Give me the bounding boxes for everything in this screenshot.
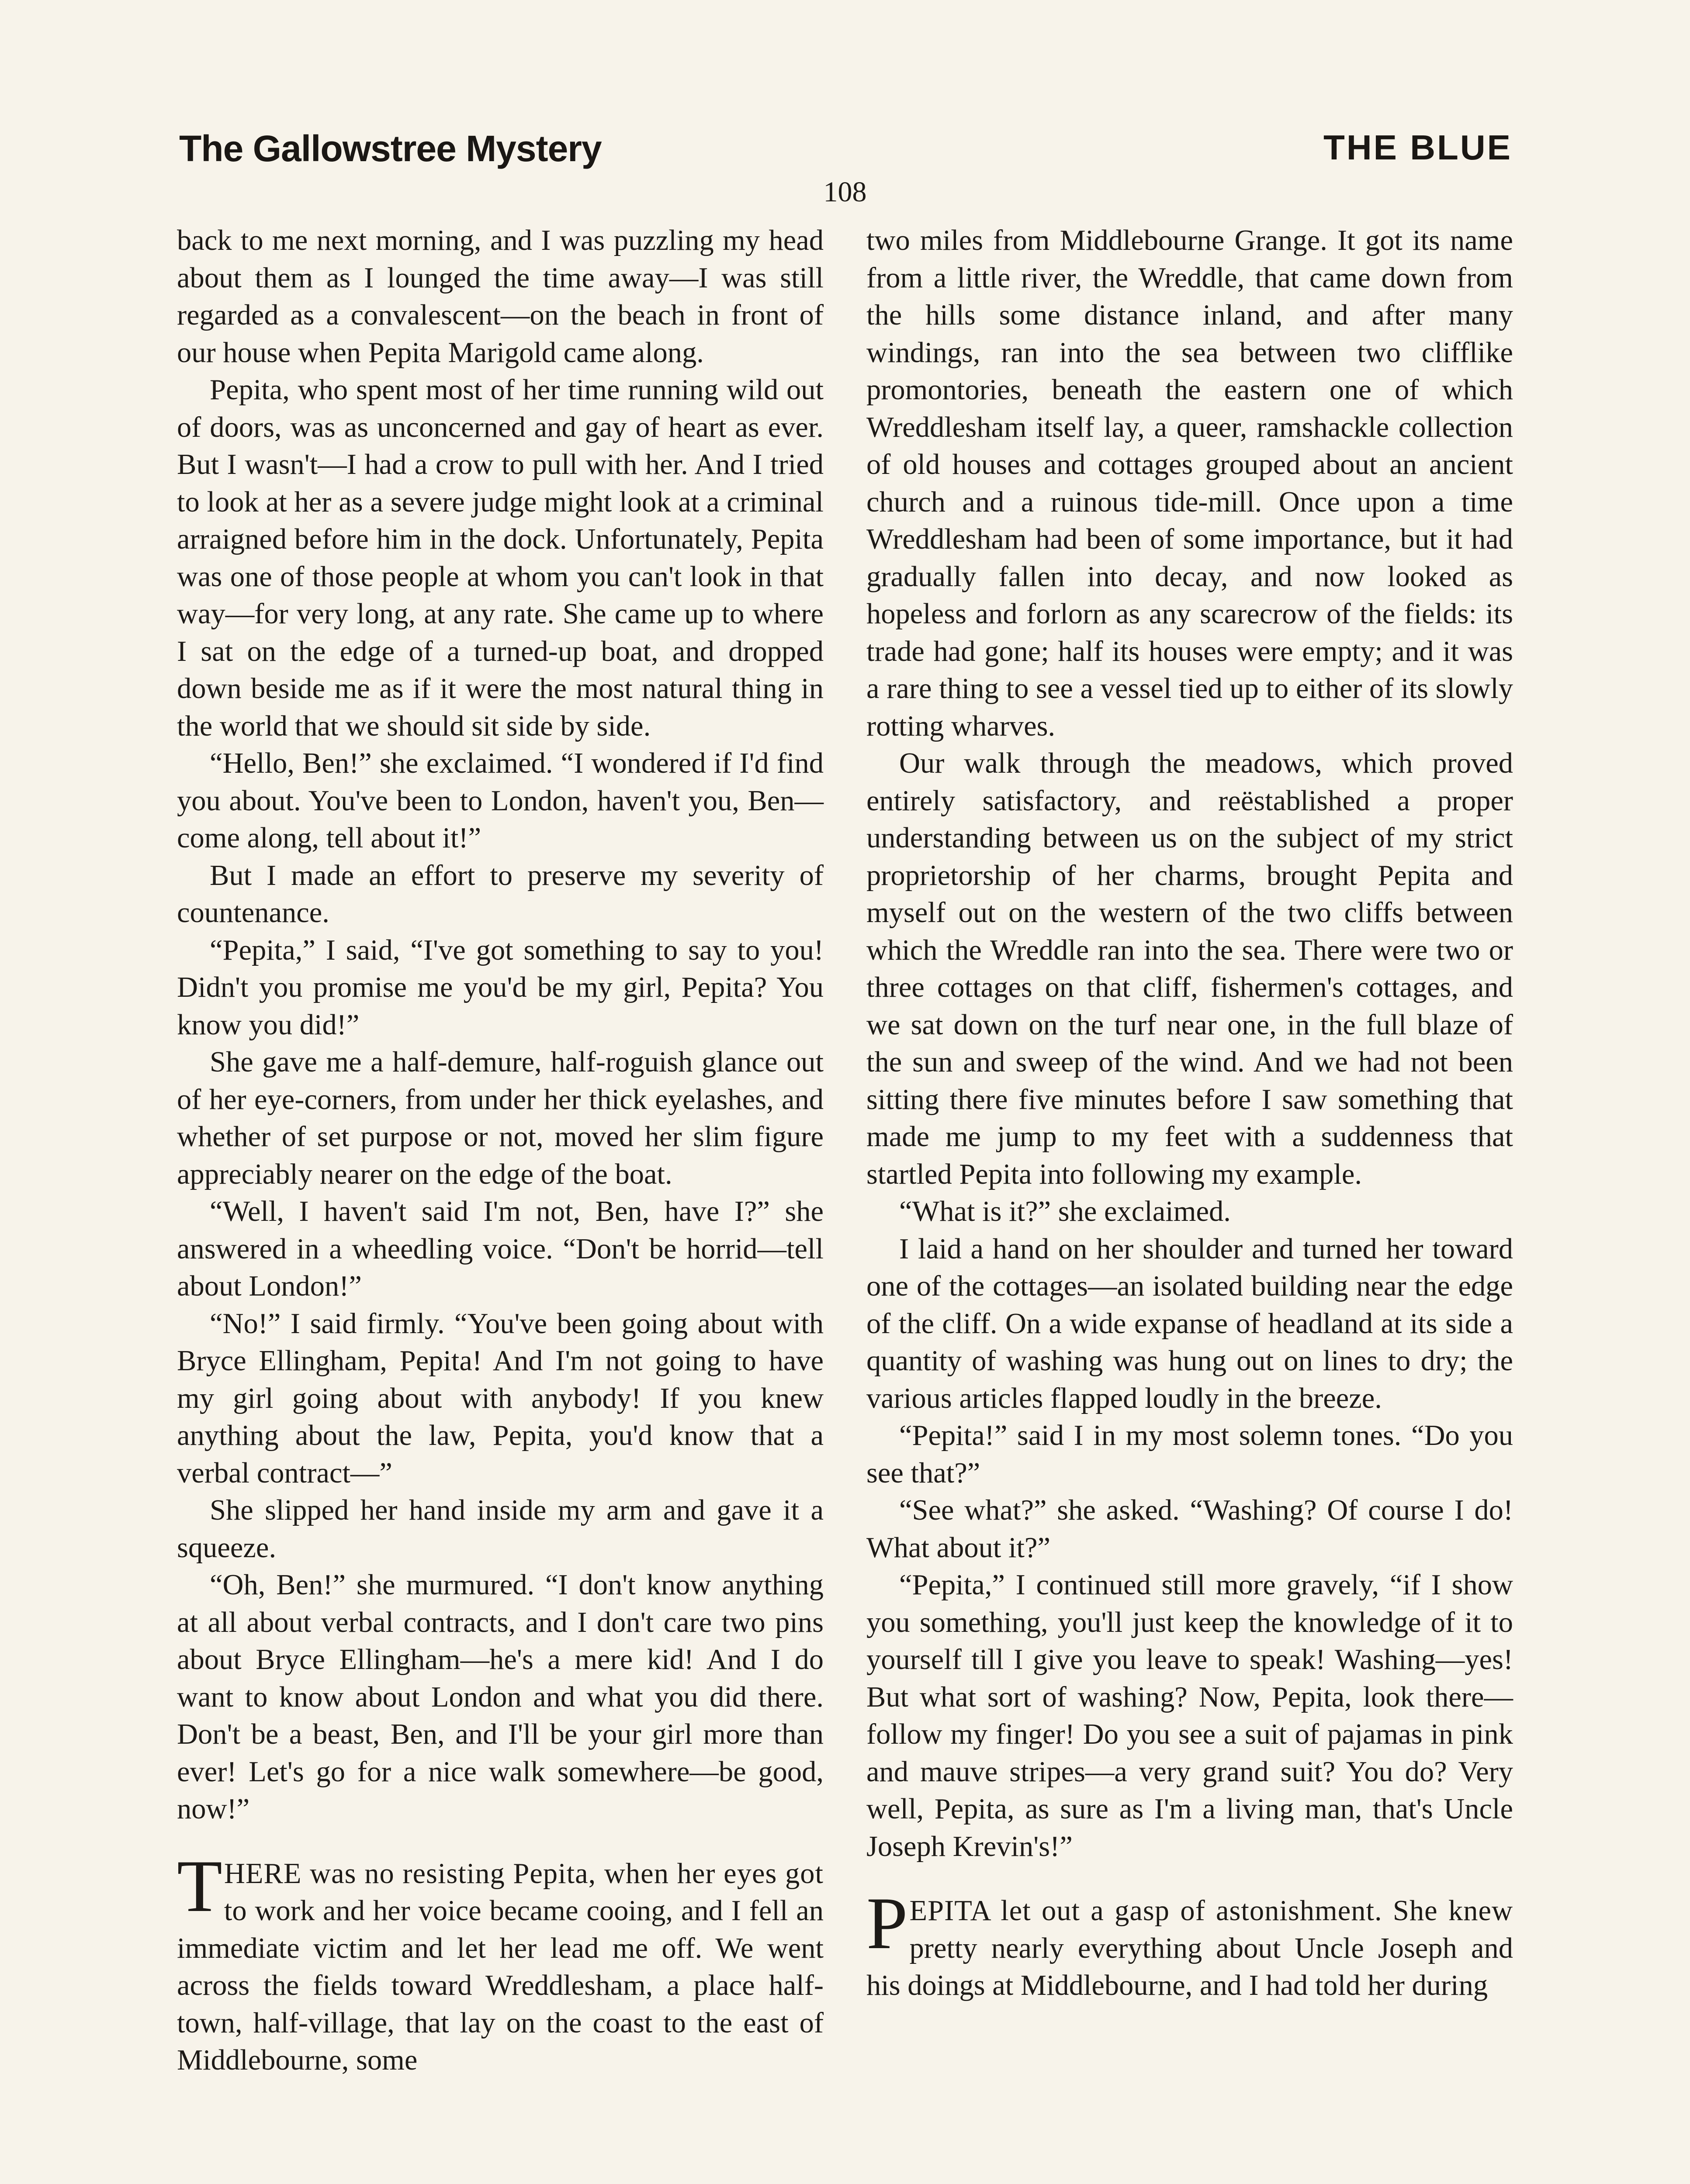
paragraph: I laid a hand on her shoulder and turned her toward one of the cottages—an isolated building near the edge of the cliff. On a wide expanse of headland at its side a quantity of washing was hung out on lines to dry; the various articles flapped loudly in the breeze. (866, 1233, 1513, 1414)
section-paragraph (177, 1845, 824, 2079)
paragraph: Our walk through the meadows, which proved entirely satisfactory, and reëstablished a proper understanding between us on the subject of my strict proprietorship of her charms, brought Pepita and myself out on the western of the two cliffs between which the Wreddle ran into the sea. There were two or three cottages on that cliff, fishermen's cottages, and we sat down on the turf near one, in the full blaze of the sun and sweep of the wind. And we had not been sitting there five minutes before I saw something that made me jump to my feet with a suddenness that startled Pepita into following my example. (866, 747, 1513, 1190)
paragraph: “Pepita!” said I in my most solemn tones. “Do you see that?” (866, 1420, 1513, 1489)
paragraph: “Pepita,” I continued still more gravely, “if I show you something, you'll just keep the knowledge of it to yourself till I give you leave to speak! Washing—yes! But what sort of washing? Now, Pepita, look there—follow my finger! Do you see a suit of pajamas in pink and mauve stripes—a very grand suit? You do? Very well, Pepita, as sure as I'm a living man, that's Uncle Joseph Krevin's!” (866, 1569, 1513, 1863)
left-text-column (177, 222, 824, 2079)
drop-cap: P (866, 1882, 908, 1964)
page-number: 108 (823, 176, 867, 208)
paragraph: She slipped her hand inside my arm and gave it a squeeze. (177, 1494, 824, 1564)
paragraph: “See what?” she asked. “Washing? Of course I do! What about it?” (866, 1494, 1513, 1564)
magazine-name: THE BLUE (1323, 128, 1512, 167)
paragraph: “Well, I haven't said I'm not, Ben, have I?” she answered in a wheedling voice. “Don't be horrid—tell about London!” (177, 1196, 824, 1302)
paragraph: Pepita, who spent most of her time running wild out of doors, was as unconcerned and gay of heart as ever. But I wasn't—I had a crow to pull with her. And I tried to look at her as a severe judge might look at a criminal arraigned before him in the dock. Unfortunately, Pepita was one of those people at whom you can't look in that way—for very long, at any rate. She came up to where I sat on the edge of a turned-up boat, and dropped down beside me as if it were the most natural thing in the world that we should sit side by side. (177, 374, 824, 742)
paragraph-text: HERE was no resisting Pepita, when her eyes got to work and her voice became cooing, and I fell an immediate victim and let her lead me off. We went across the fields toward Wreddlesham, a place half-town, half-village, that lay on the coast to the east of Middlebourne, some (177, 1857, 824, 2076)
paragraph-text: EPITA let out a gasp of astonishment. She knew pretty nearly everything about Uncle Joseph and his doings at Middlebourne, and I had told her during (866, 1895, 1513, 2001)
paragraph: “What is it?” she exclaimed. (899, 1196, 1231, 1227)
paragraph: “No!” I said firmly. “You've been going about with Bryce Ellingham, Pepita! And I'm not going to have my girl going about with anybody! If you knew anything about the law, Pepita, you'd know that a verbal contract—” (177, 1307, 824, 1489)
paragraph: back to me next morning, and I was puzzling my head about them as I lounged the time away—I was still regarded as a convalescent—on the beach in front of our house when Pepita Marigold came along. (177, 225, 824, 369)
paragraph: two miles from Middlebourne Grange. It got its name from a little river, the Wreddle, that came down from the hills some distance inland, and after many windings, ran into the sea between two clifflike promontories, beneath the eastern one of which Wreddlesham itself lay, a queer, ramshackle collection of old houses and cottages grouped about an ancient church and a ruinous tide-mill. Once upon a time Wreddlesham had been of some importance, but it had gradually fallen into decay, and now looked as hopeless and forlorn as any scarecrow of the fields: its trade had gone; half its houses were empty; and it was a rare thing to see a vessel tied up to either of its slowly rotting wharves. (866, 225, 1513, 742)
paragraph: “Oh, Ben!” she murmured. “I don't know anything at all about verbal contracts, and I don't care two pins about Bryce Ellingham—he's a mere kid! And I do want to know about London and what you did there. Don't be a beast, Ben, and I'll be your girl more than ever! Let's go for a nice walk somewhere—be good, now!” (177, 1569, 824, 1825)
paragraph: She gave me a half-demure, half-roguish glance out of her eye-corners, from under her thick eyelashes, and whether of set purpose or not, moved her slim figure appreciably nearer on the edge of the boat. (177, 1046, 824, 1190)
drop-cap: T (177, 1845, 222, 1927)
section-paragraph (866, 1882, 1513, 2004)
paragraph: But I made an effort to preserve my severity of countenance. (177, 859, 824, 929)
story-title: The Gallowstree Mystery (179, 128, 602, 169)
paragraph: “Pepita,” I said, “I've got something to say to you! Didn't you promise me you'd be my girl, Pepita? You know you did!” (177, 934, 824, 1041)
paragraph: “Hello, Ben!” she exclaimed. “I wondered if I'd find you about. You've been to London, haven't you, Ben—come along, tell about it!” (177, 747, 824, 854)
right-text-column (866, 222, 1513, 2004)
